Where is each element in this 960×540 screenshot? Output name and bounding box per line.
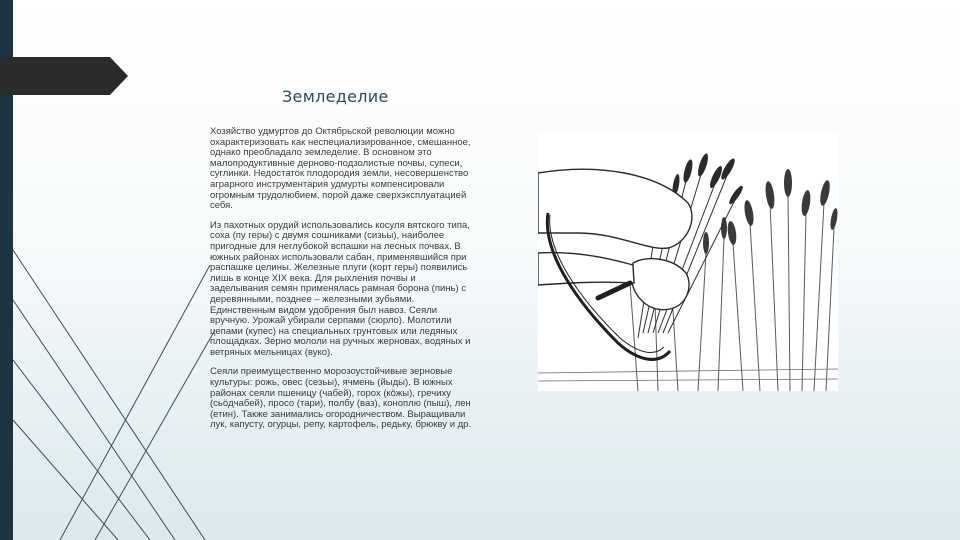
slide-title: Земледелие [282, 87, 389, 106]
paragraph-2: Из пахотных орудий использовались косуля вятского типа, соха (пу геры) с двумя сошниками (сизьы), наиболее пригодные для неглубокой вспашки на лесных почвах. В южных районах использовали сабан, применявшийся при распашке целины. Железные плуги (корт геры) появились лишь в конце XIX века. Для рыхления почвы и заделывания семян применялась рамная борона (пинь) с деревянными, позднее – железными зубьями. Единственным видом удобрения был навоз. Сеяли вручную. Урожай убирали серпами (сюрло). Молотили цепами (купес) на специальных грунтовых или ледяных площадках. Зерно мололи на ручных жерновах, водяных и ветряных мельницах (вуко). [210, 219, 471, 358]
title-tab-shape [0, 57, 128, 95]
harvest-illustration [538, 133, 838, 391]
body-text [210, 127, 472, 440]
paragraph-1: Хозяйство удмуртов до Октябрьской революции можно охарактеризовать как неспециализированное, смешанное, однако преобладало земледелие. В основном это малопродуктивные дерново-подзолистые почвы, супеси, суглинки. Недостаток плодородия земли, несовершенство аграрного инструментария удмурты компенсировали огромным трудолюбием, порой даже сверхэксплуатацией себя. [210, 126, 471, 212]
paragraph-3: Сеяли преимущественно морозоустойчивые зерновые культуры: рожь, овес (сезьы), ячмень (йыды). В южных районах сеяли пшеницу (чабей), горох (кöжы), гречиху (сьöдчабей), просо (тари), полбу (ваз), коноплю (пыш), лен (етин). Также занимались огородничеством. Выращивали лук, капусту, огурцы, репу, картофель, редьку, брюкву и др. [210, 366, 472, 431]
